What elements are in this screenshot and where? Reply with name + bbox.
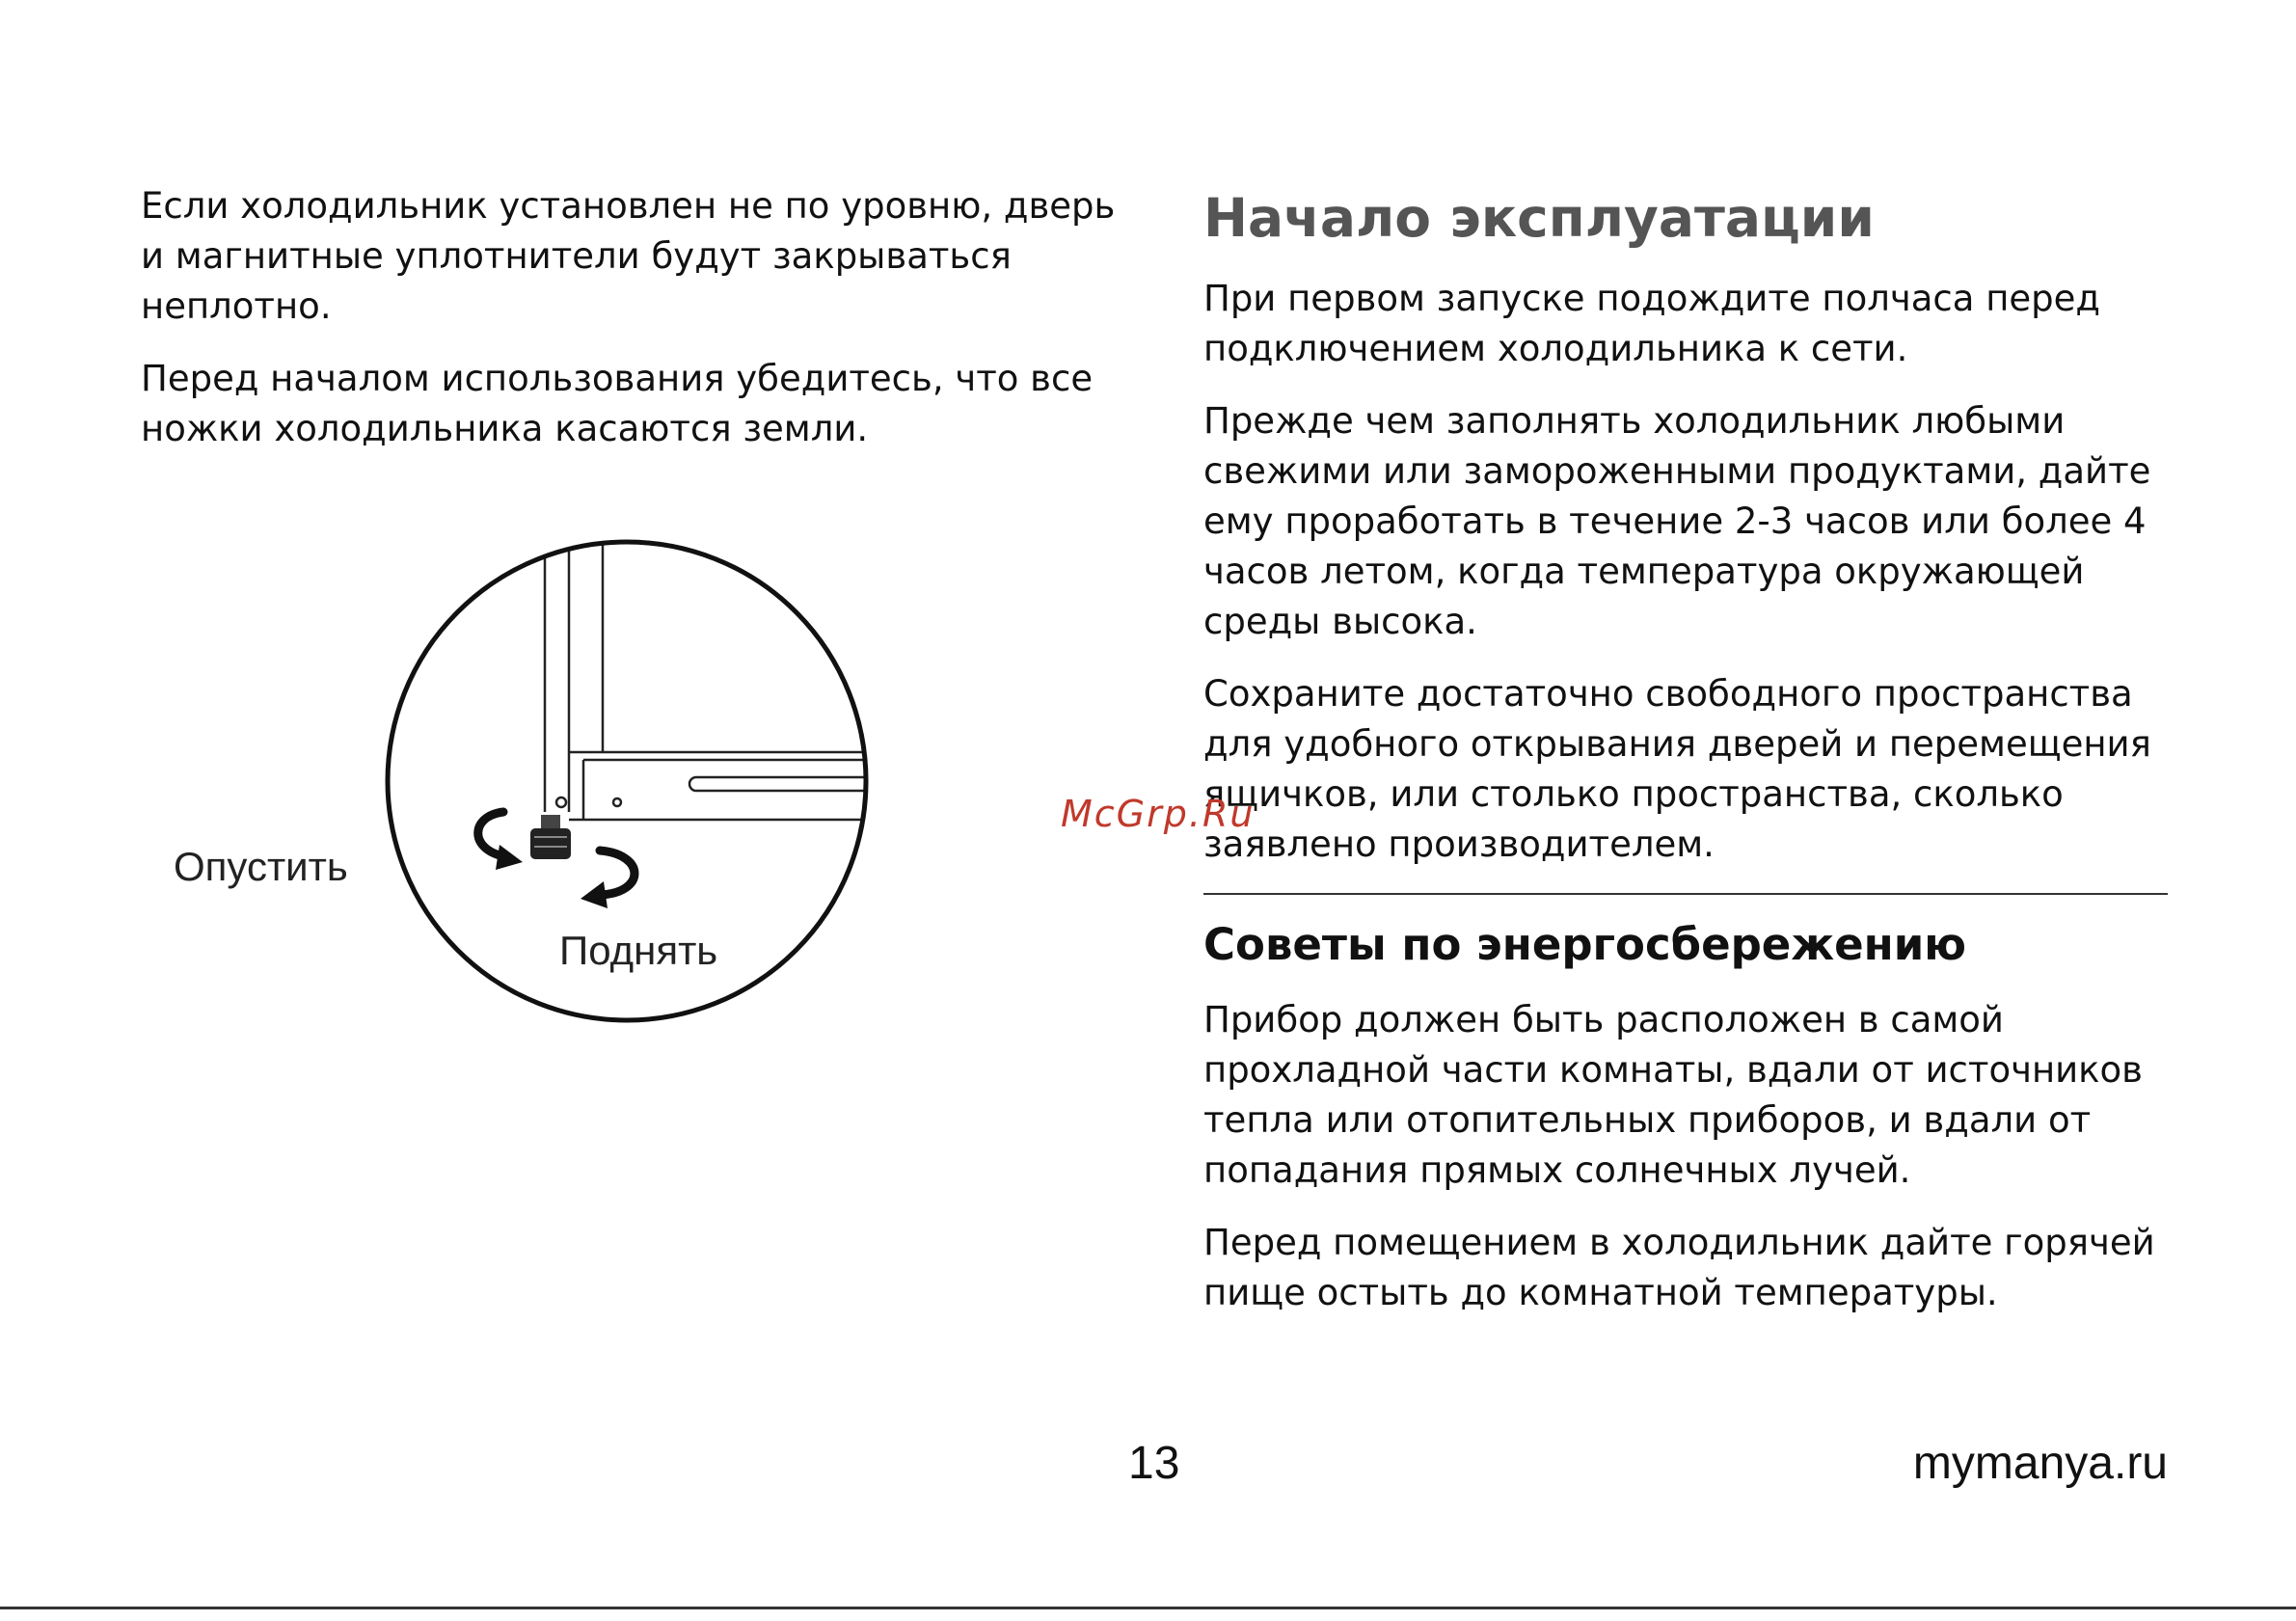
start-paragraph-1: При первом запуске подождите полчаса перед подключением холодильника к сети. (1203, 278, 2100, 369)
foot-stem (541, 815, 560, 828)
page-number: 13 (1128, 1438, 1180, 1489)
label-raise: Поднять (559, 928, 718, 973)
leveling-diagram-illustration (164, 530, 897, 1032)
rotate-left-arrow-icon (478, 812, 523, 870)
watermark: McGrp.Ru (1061, 793, 1256, 835)
energy-paragraph-2: Перед помещением в холодильник дайте горячей пище остыть до комнатной температуры. (1203, 1222, 2155, 1313)
leveling-foot (530, 828, 571, 859)
left-paragraph-2: Перед началом использования убедитесь, что все ножки холодильника касаются земли. (141, 358, 1094, 449)
left-column (141, 181, 1124, 476)
rotate-right-arrow-icon (581, 851, 635, 908)
start-paragraph-3: Сохраните достаточно свободного пространства для удобного открывания дверей и перемещения ящичков, или столько пространства, сколько заявлено производителем. (1203, 673, 2151, 865)
left-paragraph-1: Если холодильник установлен не по уровню, дверь и магнитные уплотнители будут закрываться неплотно. (141, 185, 1116, 327)
leveling-feet-figure (164, 530, 897, 1032)
heading-energy-tips: Советы по энергосбережению (1203, 919, 1966, 970)
start-paragraph-2: Прежде чем заполнять холодильник любыми свежими или замороженными продуктами, дайте ему проработать в течение 2-3 часов или более 4 часов летом, когда температура окружающей среды высока. (1203, 400, 2151, 642)
right-column (1203, 181, 2168, 1340)
bottom-rule (0, 1607, 2296, 1609)
energy-paragraph-1: Прибор должен быть расположен в самой прохладной части комнаты, вдали от источников тепла или отопительных приборов, и вдали от попадания прямых солнечных лучей. (1203, 999, 2143, 1191)
heading-getting-started: Начало эксплуатации (1203, 187, 1875, 249)
section-divider (1203, 893, 2168, 895)
label-lower: Опустить (174, 844, 348, 889)
site-footer: mymanya.ru (1912, 1438, 2168, 1489)
